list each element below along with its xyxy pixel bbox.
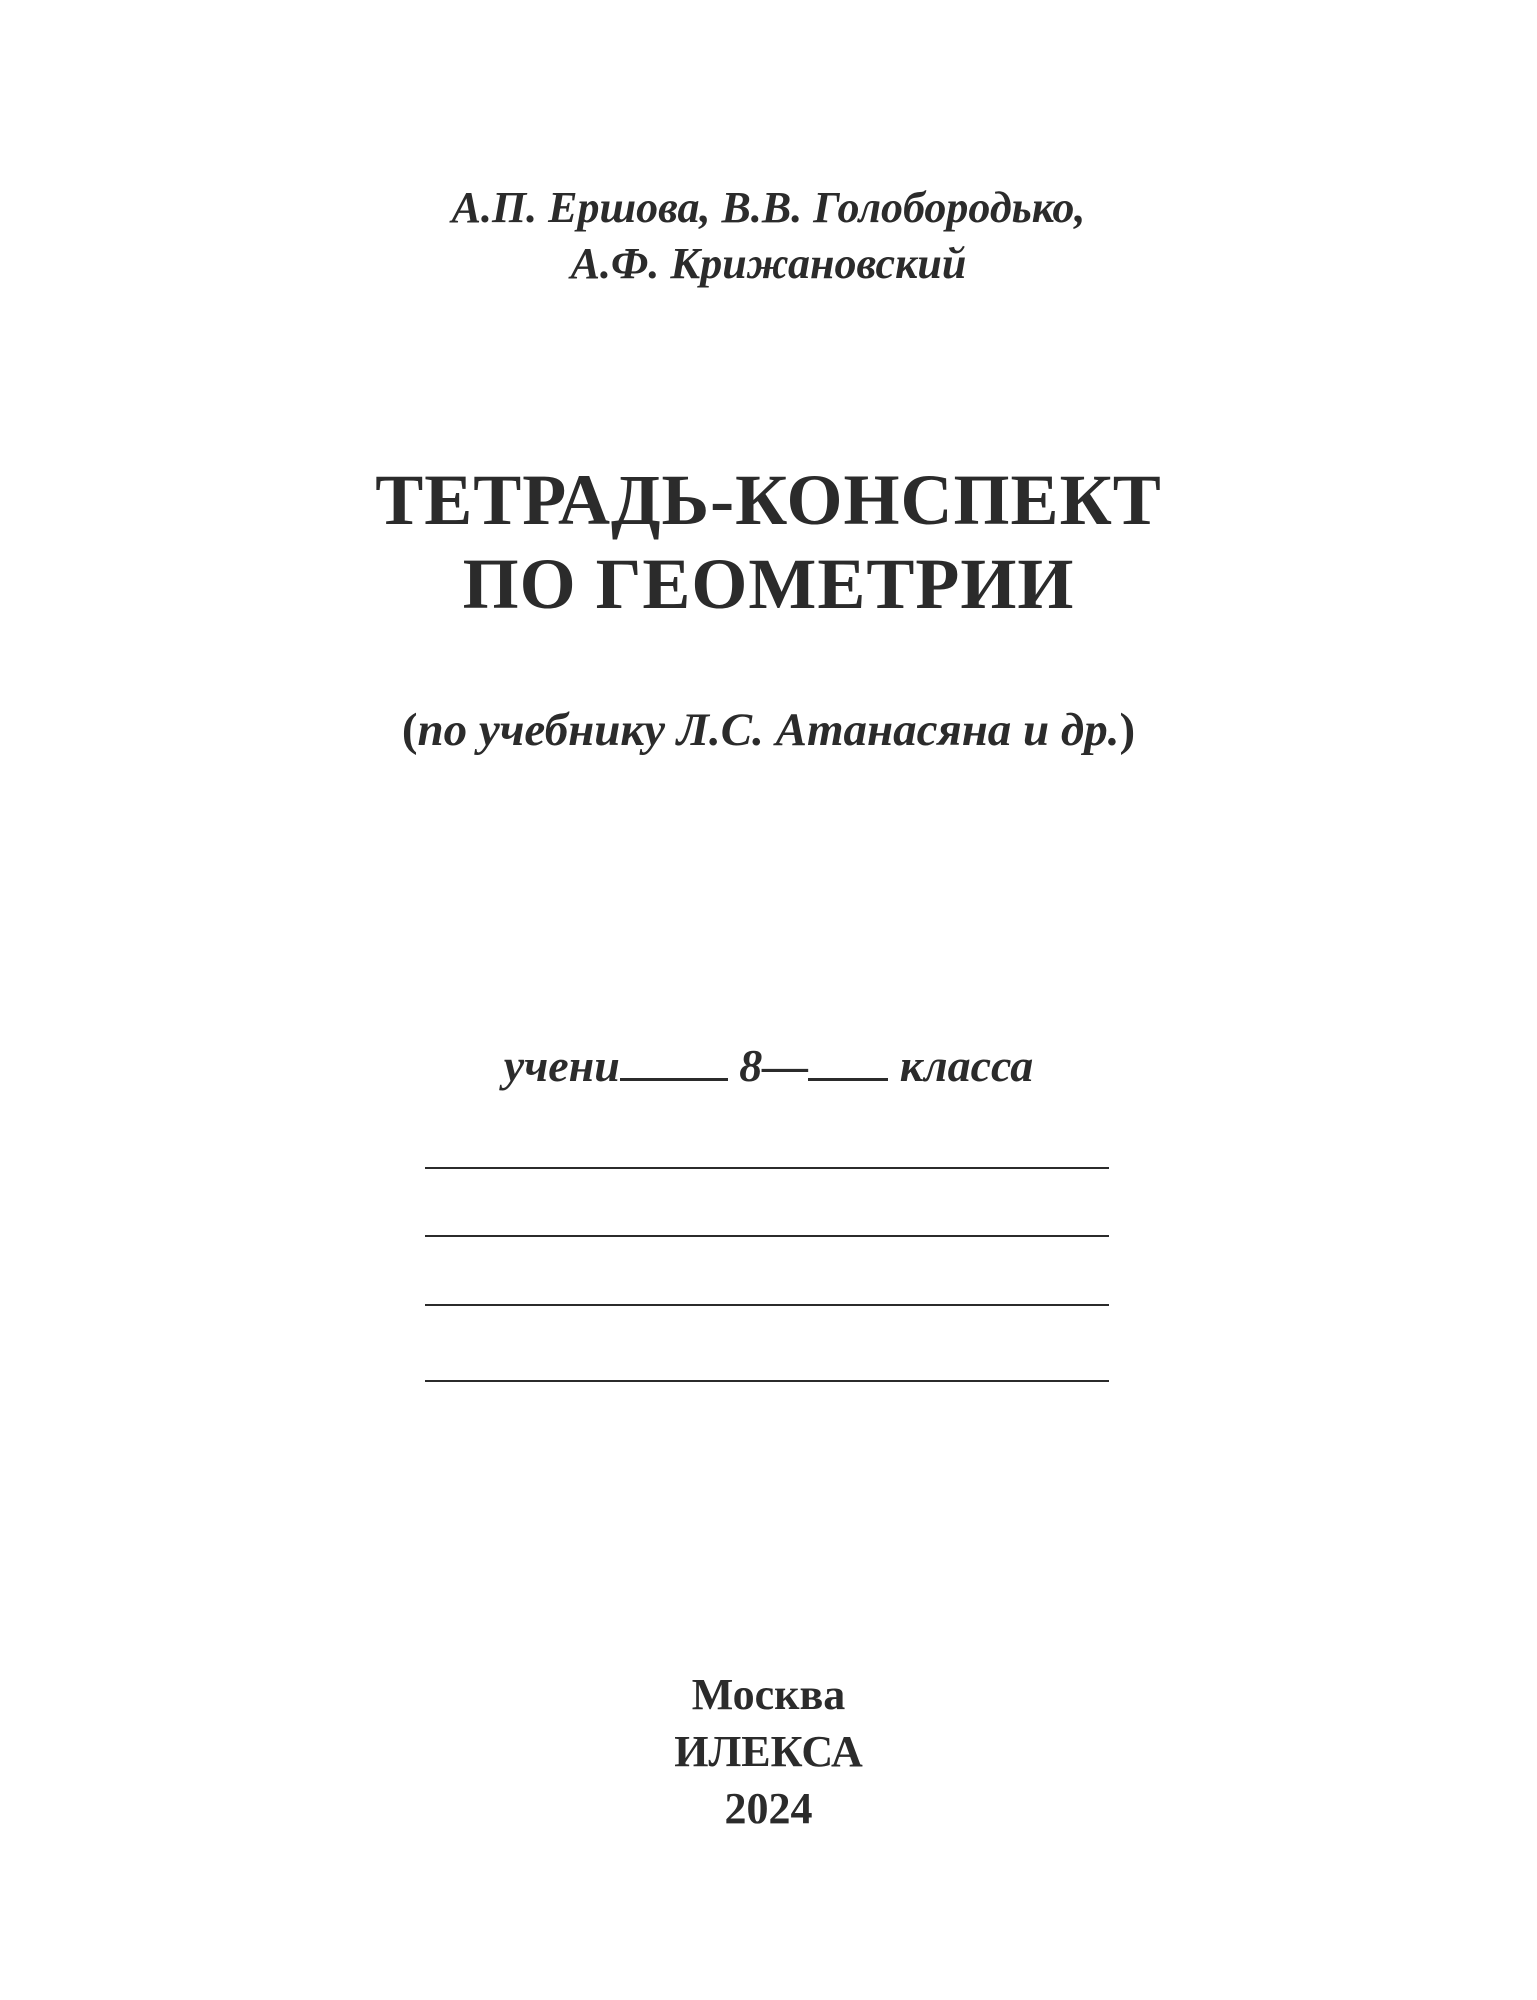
authors-line-1: А.П. Ершова, В.В. Голобородько, (451, 183, 1086, 232)
student-suffix-blank[interactable] (620, 1038, 728, 1081)
name-line-3[interactable] (425, 1304, 1109, 1306)
class-prefix: учени (503, 1040, 620, 1091)
publisher-block (0, 1666, 1537, 1837)
name-line-1[interactable] (425, 1167, 1109, 1169)
name-line-4[interactable] (425, 1380, 1109, 1382)
subtitle-text: по учебнику Л.С. Атанасяна и др. (417, 704, 1120, 756)
publisher-city: Москва (691, 1670, 846, 1719)
publication-year: 2024 (724, 1784, 813, 1833)
book-title-line-1: ТЕТРАДЬ-КОНСПЕКТ (375, 460, 1162, 540)
authors-block (0, 180, 1537, 292)
authors-line-2: А.Ф. Крижановский (570, 239, 967, 288)
class-grade: 8— (739, 1040, 809, 1091)
book-title (0, 458, 1537, 626)
subtitle-open-paren: ( (401, 704, 418, 756)
class-line (0, 1036, 1537, 1096)
book-title-line-2: ПО ГЕОМЕТРИИ (462, 544, 1075, 624)
name-line-2[interactable] (425, 1235, 1109, 1237)
publisher-name: ИЛЕКСА (674, 1727, 863, 1776)
book-subtitle (0, 700, 1537, 760)
subtitle-close-paren: ) (1119, 704, 1136, 756)
class-suffix: класса (899, 1040, 1034, 1091)
class-letter-blank[interactable] (808, 1038, 888, 1081)
